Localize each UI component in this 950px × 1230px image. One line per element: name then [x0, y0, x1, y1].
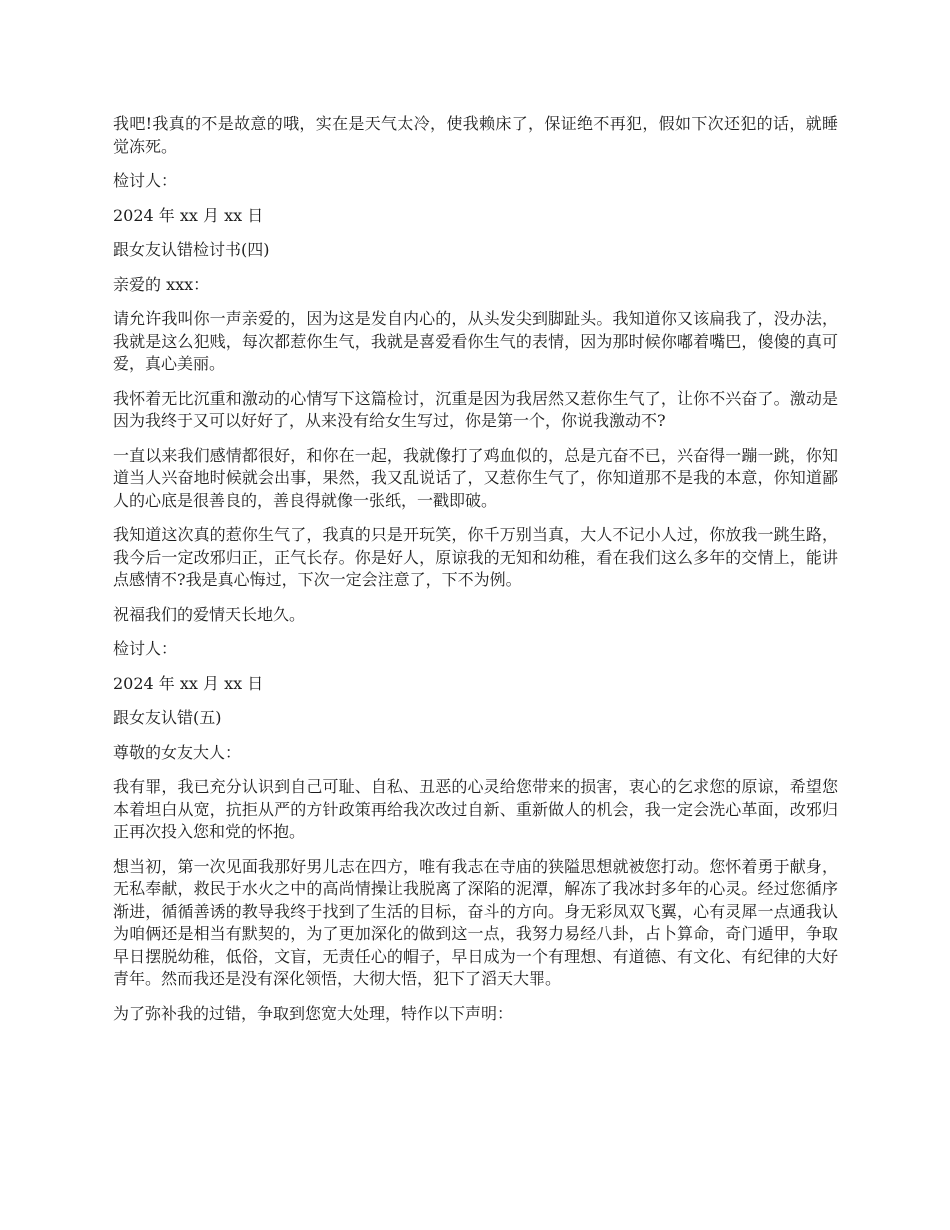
signature-label: 检讨人： [113, 171, 178, 190]
paragraph: 想当初，第一次见面我那好男儿志在四方，唯有我志在寺庙的狭隘思想就被您打动。您怀着勇于献身，无私奉献，救民于水火之中的高尚情操让我脱离了深陷的泥潭，解冻了我冰封多年的心灵。经过您循序渐进，循循善诱的教导我终于找到了生活的目标，奋斗的方向。身无彩凤双飞翼，心有灵犀一点通我认为咱俩还是相当有默契的，为了更加深化的做到这一点，我努力易经八卦，占卜算命，奇门遁甲，争取早日摆脱幼稚，低俗，文盲，无责任心的帽子，早日成为一个有理想、有道德、有文化、有纪律的大好青年。然而我还是没有深化领悟，大彻大悟，犯下了滔天大罪。 [113, 856, 838, 988]
paragraph-closing-promise: 我吧!我真的不是故意的哦，实在是天气太冷，使我赖床了，保证绝不再犯，假如下次还犯的话，就睡觉冻死。 [113, 114, 838, 156]
section-title-5: 跟女友认错(五) [113, 708, 222, 727]
date-line: 2024 年 xx 月 xx 日 [113, 673, 264, 693]
paragraph: 我有罪，我已充分认识到自己可耻、自私、丑恶的心灵给您带来的损害，衷心的乞求您的原谅，希望您本着坦白从宽，抗拒从严的方针政策再给我次改过自新、重新做人的机会，我一定会洗心革面，改邪归正再次投入您和党的怀抱。 [113, 777, 838, 841]
document-page [113, 113, 838, 1037]
signature-label: 检讨人： [113, 639, 178, 658]
salutation: 尊敬的女友大人： [113, 742, 242, 762]
salutation: 亲爱的 xxx： [113, 274, 210, 294]
paragraph: 我怀着无比沉重和激动的心情写下这篇检讨，沉重是因为我居然又惹你生气了，让你不兴奋了。激动是因为我终于又可以好好了，从来没有给女生写过，你是第一个，你说我激动不? [113, 388, 838, 430]
paragraph: 请允许我叫你一声亲爱的，因为这是发自内心的，从头发尖到脚趾头。我知道你又该扁我了，没办法，我就是这么犯贱，每次都惹你生气，我就是喜爱看你生气的表情，因为那时候你嘟着嘴巴，傻傻的真可爱，真心美丽。 [113, 309, 838, 373]
paragraph: 我知道这次真的惹你生气了，我真的只是开玩笑，你千万别当真，大人不记小人过，你放我一跳生路，我今后一定改邪归正，正气长存。你是好人，原谅我的无知和幼稚，看在我们这么多年的交情上，能讲点感情不?我是真心悔过，下次一定会注意了，下不为例。 [113, 525, 838, 589]
paragraph: 为了弥补我的过错，争取到您宽大处理，特作以下声明： [113, 1003, 514, 1023]
paragraph: 一直以来我们感情都很好，和你在一起，我就像打了鸡血似的，总是亢奋不已，兴奋得一蹦一跳，你知道当人兴奋地时候就会出事，果然，我又乱说话了，又惹你生气了，你知道那不是我的本意，你知道鄙人的心底是很善良的，善良得就像一张纸，一戳即破。 [113, 445, 838, 510]
date-line: 2024 年 xx 月 xx 日 [113, 205, 264, 225]
section-title-4: 跟女友认错检讨书(四) [113, 240, 270, 259]
blessing-line: 祝福我们的爱情天长地久。 [113, 604, 306, 624]
